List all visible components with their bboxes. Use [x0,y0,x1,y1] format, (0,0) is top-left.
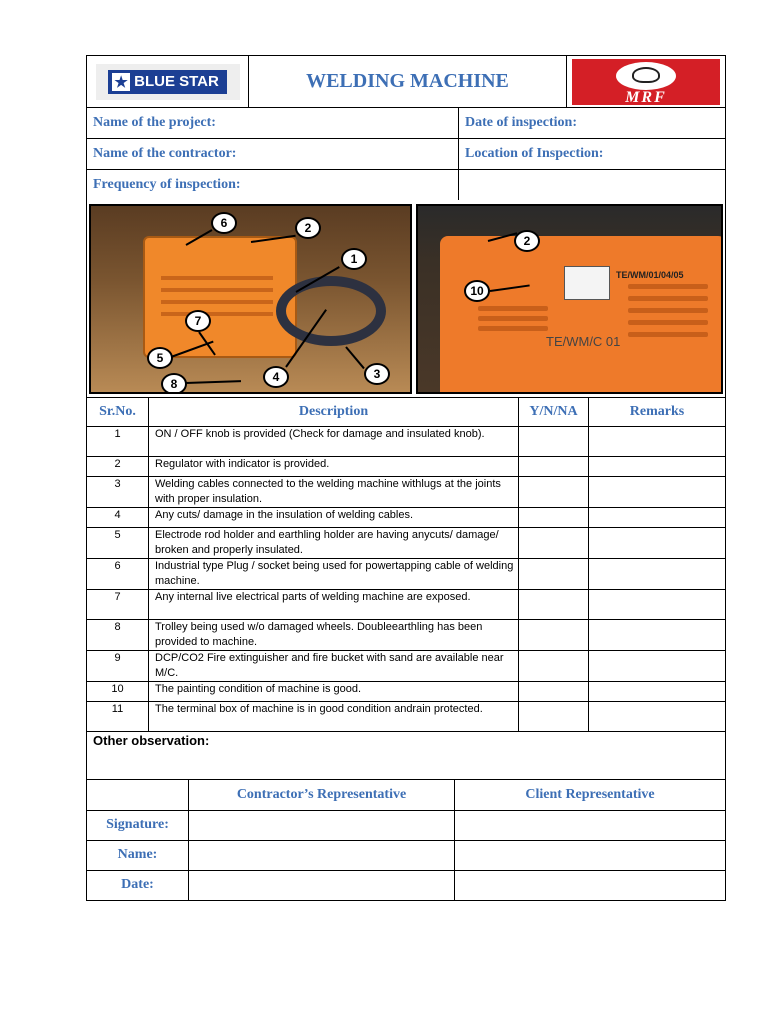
tiger-icon [632,67,660,83]
vent-slot [478,316,548,321]
info-row-3 [87,170,725,200]
table-row [87,682,725,702]
signature-label: Signature: [87,810,189,840]
remarks-cell[interactable] [589,651,726,682]
inspection-frequency-label: Frequency of inspection: [87,170,459,200]
callout-label: 4 [263,366,289,388]
other-observation[interactable] [87,732,725,780]
star-icon: ★ [112,73,130,91]
sticker-tag [564,266,610,300]
vent-slot [161,300,273,304]
remarks-cell[interactable] [589,590,726,620]
description-cell: Trolley being used w/o damaged wheels. Doubleearthling has been provided to machine. [149,620,519,651]
sr-no-cell: 11 [87,702,149,732]
remarks-header: Remarks [589,398,726,427]
yn-na-cell[interactable] [519,528,589,559]
remarks-cell[interactable] [589,427,726,457]
form-header [87,56,725,108]
callout-label: 2 [514,230,540,252]
yn-na-cell[interactable] [519,620,589,651]
callout-line [345,346,365,369]
contractor-name-field[interactable] [189,840,455,870]
callout-label: 10 [464,280,490,302]
yn-na-cell[interactable] [519,559,589,590]
vent-slot [161,276,273,280]
callout-line [186,380,241,384]
client-signature-field[interactable] [455,810,726,840]
description-cell: Regulator with indicator is provided. [149,457,519,477]
sr-no-cell: 10 [87,682,149,702]
blue-star-logo [96,64,240,100]
info-row-2 [87,139,725,170]
description-cell: Any cuts/ damage in the insulation of welding cables. [149,508,519,528]
description-cell: ON / OFF knob is provided (Check for damage and insulated knob). [149,427,519,457]
blue-star-logo-cell [87,56,249,107]
table-row [87,651,725,682]
mrf-logo-text: MRF [625,88,667,105]
table-row [87,508,725,528]
callout-label: 5 [147,347,173,369]
project-name-label: Name of the project: [87,108,459,138]
callout-label: 2 [295,217,321,239]
remarks-cell[interactable] [589,508,726,528]
inspection-form [86,55,726,901]
mrf-logo [572,59,720,105]
remarks-cell[interactable] [589,528,726,559]
yn-na-cell[interactable] [519,477,589,508]
sr-no-cell: 5 [87,528,149,559]
sr-no-cell: 6 [87,559,149,590]
callout-label: 8 [161,373,187,394]
remarks-cell[interactable] [589,682,726,702]
description-cell: The painting condition of machine is good. [149,682,519,702]
sr-no-header: Sr.No. [87,398,149,427]
yn-na-cell[interactable] [519,682,589,702]
table-row [87,702,725,732]
table-row [87,559,725,590]
yn-na-cell[interactable] [519,702,589,732]
machine-photo-1 [89,204,412,394]
yn-na-header: Y/N/NA [519,398,589,427]
vent-slot [161,288,273,292]
vent-slot [161,312,273,316]
callout-label: 1 [341,248,367,270]
inspection-date-label: Date of inspection: [465,115,577,130]
yn-na-cell[interactable] [519,427,589,457]
client-rep-header: Client Representative [455,780,726,810]
vent-slot [628,296,708,301]
client-name-field[interactable] [455,840,726,870]
contractor-rep-header: Contractor’s Representative [189,780,455,810]
remarks-cell[interactable] [589,559,726,590]
remarks-cell[interactable] [589,477,726,508]
welding-machine-illustration [440,236,723,392]
table-row [87,477,725,508]
yn-na-cell[interactable] [519,457,589,477]
yn-na-cell[interactable] [519,651,589,682]
signoff-table [87,780,725,900]
yn-na-cell[interactable] [519,590,589,620]
signoff-header-row [87,780,725,810]
sr-no-cell: 3 [87,477,149,508]
remarks-cell[interactable] [589,457,726,477]
mrf-logo-cell [567,56,725,107]
signoff-blank-cell [87,780,189,810]
name-label: Name: [87,840,189,870]
table-row [87,457,725,477]
machine-id-label: TE/WM/01/04/05 [616,270,684,280]
contractor-date-field[interactable] [189,870,455,900]
yn-na-cell[interactable] [519,508,589,528]
contractor-signature-field[interactable] [189,810,455,840]
table-row [87,590,725,620]
vent-slot [628,320,708,325]
checklist-table [87,398,725,732]
description-cell: Any internal live electrical parts of welding machine are exposed. [149,590,519,620]
machine-photo-2 [416,204,723,394]
vent-slot [478,306,548,311]
sr-no-cell: 7 [87,590,149,620]
table-header-row [87,398,725,427]
remarks-cell[interactable] [589,702,726,732]
vent-slot [628,284,708,289]
blue-star-logo-text: BLUE STAR [134,73,219,90]
form-title: WELDING MACHINE [249,56,567,107]
remarks-cell[interactable] [589,620,726,651]
vent-slot [628,332,708,337]
sr-no-cell: 9 [87,651,149,682]
handwritten-marking: TE/WM/C 01 [546,334,621,349]
sr-no-cell: 4 [87,508,149,528]
table-row [87,427,725,457]
description-cell: Welding cables connected to the welding machine withlugs at the joints with proper insulation. [149,477,519,508]
table-row [87,620,725,651]
callout-label: 6 [211,212,237,234]
name-row [87,840,725,870]
callout-label: 3 [364,363,390,385]
sr-no-cell: 8 [87,620,149,651]
info-row-1 [87,108,725,139]
inspection-location-label: Location of Inspection: [465,146,604,161]
welding-machine-illustration [143,236,297,358]
empty-info-cell [459,170,725,200]
vent-slot [478,326,548,331]
table-row [87,528,725,559]
other-observation-label: Other observation: [93,733,210,748]
description-cell: Industrial type Plug / socket being used for powertapping cable of welding machine. [149,559,519,590]
client-date-field[interactable] [455,870,726,900]
description-cell: Electrode rod holder and earthling holder are having anycuts/ damage/ broken and properly insulated. [149,528,519,559]
date-row [87,870,725,900]
sr-no-cell: 2 [87,457,149,477]
callout-label: 7 [185,310,211,332]
vent-slot [628,308,708,313]
description-cell: DCP/CO2 Fire extinguisher and fire bucket with sand are available near M/C. [149,651,519,682]
sr-no-cell: 1 [87,427,149,457]
description-cell: The terminal box of machine is in good condition andrain protected. [149,702,519,732]
signature-row [87,810,725,840]
machine-photos [87,200,725,398]
cable-coil-illustration [276,276,386,346]
contractor-name-label: Name of the contractor: [87,139,459,169]
date-label: Date: [87,870,189,900]
description-header: Description [149,398,519,427]
